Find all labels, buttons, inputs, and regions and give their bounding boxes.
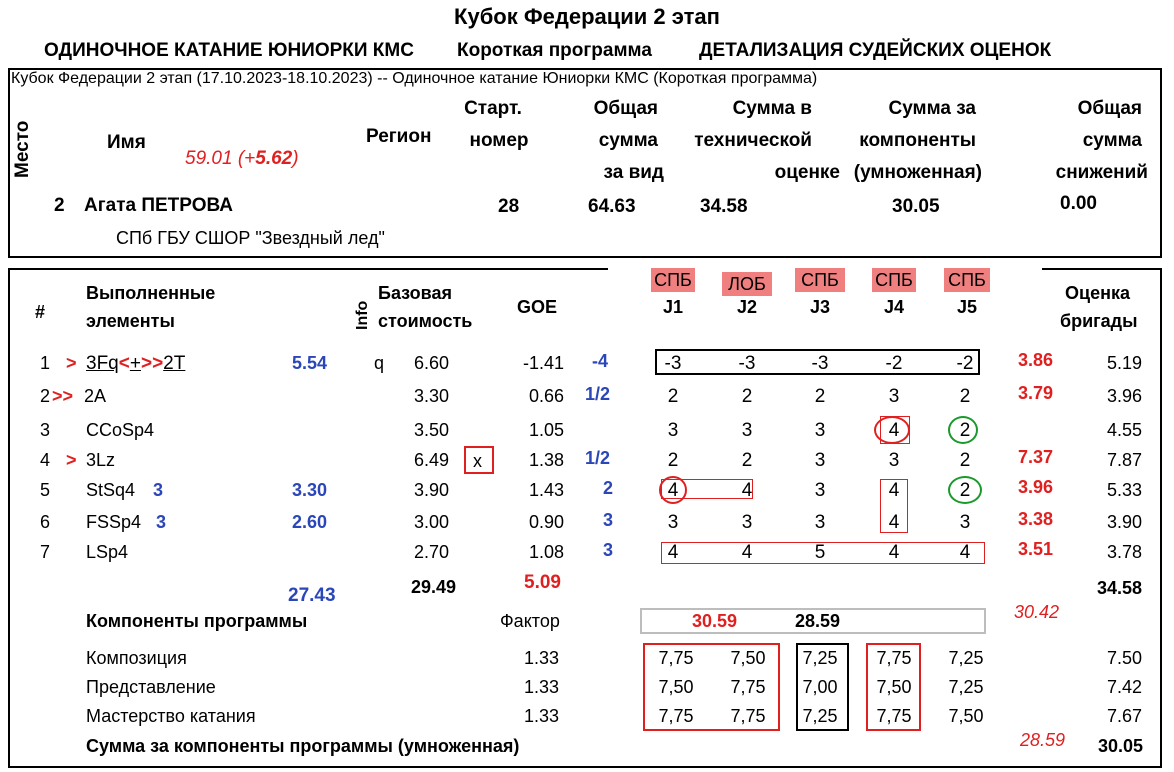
judge-mark: -3 [664,353,682,374]
components-title: Компоненты программы [86,611,308,631]
component-name: Представление [86,677,216,697]
row3-j5-green-circle [948,416,978,444]
element-name: CCoSp4 [86,420,155,440]
judge-mark: -2 [885,353,903,374]
judge-code: J2 [736,297,758,317]
skater-total-score: 64.63 [588,196,636,217]
element-goe: 0.90 [528,512,564,532]
element-marker: >> [52,386,74,406]
judge-mark: 2 [959,480,971,501]
element-goe: 1.08 [528,542,564,562]
components-sum-note: 28.59 [1020,730,1066,750]
element-panel-score: 5.19 [1107,353,1143,373]
judge-mark: 3 [814,480,826,501]
row5-j5-green-circle [948,476,982,504]
components-black-sum: 28.59 [795,611,841,631]
header-total-1: Общая [593,98,658,119]
element-panel-score: 7.87 [1107,450,1143,470]
judge-mark: 2 [814,386,826,407]
col-panel-2: бригады [1060,311,1138,331]
element-number: 1 [40,353,51,373]
judge-mark: 4 [888,542,900,563]
header-tes-3: оценке [774,162,840,183]
judge-code: J3 [809,297,831,317]
judge-code: J5 [956,297,978,317]
judge-region-badge: СПБ [872,268,916,292]
judge-mark: -2 [956,353,974,374]
components-factor-label: Фактор [500,611,560,631]
element-name: FSSp4 [86,512,142,532]
col-elements-1: Выполненные [86,283,216,303]
component-judge-mark: 7,75 [730,706,766,726]
element-red-value: 3.79 [1018,383,1054,403]
col-info: Info [354,300,371,330]
element-base-value: 2.70 [414,542,450,562]
skater-deductions: 0.00 [1060,193,1097,214]
element-red-value: 3.96 [1018,477,1054,497]
element-blue-value: 5.54 [292,353,328,373]
component-judge-mark: 7,75 [730,677,766,697]
element-number: 5 [40,480,51,500]
component-judge-mark: 7,00 [802,677,838,697]
element-base-value: 3.00 [414,512,450,532]
page-title: Кубок Федерации 2 этап [454,4,720,29]
judge-mark: 3 [741,512,753,533]
element-number: 6 [40,512,51,532]
components-sum: 30.05 [1098,736,1144,756]
element-goe-note: 1/2 [585,384,611,404]
skater-tes: 34.58 [700,196,748,217]
components-j4-red-box [866,643,921,731]
judge-mark: 3 [814,512,826,533]
components-j1j2-red-box [643,643,780,731]
judge-mark: 2 [959,386,971,407]
component-judge-mark: 7,50 [730,648,766,668]
segment-title: Короткая программа [457,40,652,61]
component-judge-mark: 7,25 [802,648,838,668]
col-elements-2: элементы [86,311,175,331]
element-number: 2 [40,386,51,406]
discipline-title: ОДИНОЧНОЕ КАТАНИЕ ЮНИОРКИ КМС [44,40,414,61]
table-border-top-left [8,268,608,270]
table-border-bottom [8,766,1162,768]
element-red-value: 3.38 [1018,509,1054,529]
row4-x-box [464,446,494,474]
table-border-top-right [1042,268,1162,270]
component-name: Композиция [86,648,187,668]
element-name: 3Lz [86,450,116,470]
row5-j1-red-circle [659,476,687,504]
header-ded-3: снижений [1055,162,1148,183]
judge-mark: 5 [814,542,826,563]
total-blue: 27.43 [288,585,336,606]
component-judge-mark: 7,75 [876,648,912,668]
component-factor: 1.33 [524,706,560,726]
component-judge-mark: 7,75 [658,706,694,726]
components-j3-black-box [796,643,849,731]
element-base-value: 6.49 [414,450,450,470]
table-border-right [1160,268,1162,768]
element-panel-score: 5.33 [1107,480,1143,500]
header-ded-2: сумма [1082,130,1142,151]
judge-mark: 2 [741,386,753,407]
judge-mark: 2 [667,386,679,407]
total-goe: 5.09 [524,572,561,593]
component-factor: 1.33 [524,677,560,697]
component-name: Мастерство катания [86,706,256,726]
element-panel-score: 3.90 [1107,512,1143,532]
report-title: ДЕТАЛИЗАЦИЯ СУДЕЙСКИХ ОЦЕНОК [699,40,1052,61]
element-goe-note: -4 [592,351,609,371]
element-name: StSq4 [86,480,136,500]
col-base-2: стоимость [378,311,473,331]
judge-mark: 2 [667,450,679,471]
header-pcs-3: (умноженная) [853,162,982,183]
header-tes-1: Сумма в [732,98,812,119]
component-judge-mark: 7,75 [876,706,912,726]
skater-name: Агата ПЕТРОВА [84,195,233,216]
header-total-2: сумма [598,130,658,151]
judge-mark: 2 [959,450,971,471]
judge-mark: 3 [667,420,679,441]
skater-pcs: 30.05 [892,196,940,217]
component-judge-mark: 7,25 [948,648,984,668]
header-tes-2: технической [694,130,812,151]
judge-code: J1 [662,297,684,317]
col-goe: GOE [517,297,558,317]
element-goe: 1.43 [528,480,564,500]
element-goe-note: 1/2 [585,448,611,468]
judge-region-badge: СПБ [795,268,845,292]
judge-mark: 3 [741,420,753,441]
judge-mark: -3 [738,353,756,374]
element-panel-score: 4.55 [1107,420,1143,440]
element-goe: -1.41 [522,353,564,373]
judge-region-badge: ЛОБ [722,272,772,296]
header-ded-1: Общая [1077,98,1142,119]
element-blue-value: 2.60 [292,512,328,532]
element-panel-score: 3.78 [1107,542,1143,562]
table-border-left [8,268,10,768]
element-blue-value: 3.30 [292,480,328,500]
judge-mark: 3 [814,450,826,471]
row7-judges-red-box [661,542,985,564]
element-base-value: 3.90 [414,480,450,500]
components-sum-label: Сумма за компоненты программы (умноженная) [86,736,520,756]
element-goe: 0.66 [528,386,564,406]
component-judge-mark: 7,50 [658,677,694,697]
judge-mark: 4 [741,542,753,563]
component-panel-score: 7.42 [1107,677,1143,697]
row5-6-j4-red-box [880,479,908,533]
row1-judges-box [655,349,980,375]
col-number: # [35,302,46,322]
component-factor: 1.33 [524,648,560,668]
judge-mark: 4 [667,542,679,563]
element-marker: > [66,450,77,470]
components-red-sum: 30.59 [692,611,738,631]
skater-place: 2 [54,195,65,216]
judge-mark: 4 [888,420,900,441]
col-base-1: Базовая [378,283,453,303]
judge-mark: 4 [888,480,900,501]
judge-mark: 3 [814,420,826,441]
judge-mark: 4 [741,480,753,501]
element-goe-note: 2 [603,478,614,498]
element-goe: 1.38 [528,450,564,470]
element-base-value: 6.60 [414,353,450,373]
element-goe-note: 3 [603,540,614,560]
header-pcs-2: компоненты [859,130,976,151]
judge-region-badge: СПБ [651,268,695,292]
element-goe-note: 3 [603,510,614,530]
component-judge-mark: 7,25 [802,706,838,726]
element-name: 2A [84,386,107,406]
score-note: 59.01 (+5.62) [185,148,299,169]
judge-mark: 2 [959,420,971,441]
components-red-note: 30.42 [1014,602,1060,622]
element-base-value: 3.30 [414,386,450,406]
element-x-flag: x [473,451,482,471]
element-name: LSp4 [86,542,129,562]
element-red-value: 7.37 [1018,447,1054,467]
header-place: Место [12,120,33,178]
header-start-2: номер [469,130,529,151]
total-base: 29.49 [411,577,457,597]
element-1-name: 3Fq<+>>2T [86,353,186,374]
element-info: q [374,353,385,373]
component-judge-mark: 7,50 [876,677,912,697]
judge-mark: 3 [959,512,971,533]
element-number: 4 [40,450,51,470]
element-red-value: 3.51 [1018,539,1054,559]
judge-mark: 3 [888,450,900,471]
element-level: 3 [156,512,167,532]
judge-mark: 3 [667,512,679,533]
judge-mark: 4 [959,542,971,563]
header-pcs-1: Сумма за [888,98,976,119]
row3-j4-red-box [880,416,910,444]
element-number: 7 [40,542,51,562]
judge-mark: 4 [888,512,900,533]
judge-code: J4 [883,297,905,317]
header-region: Регион [366,126,432,147]
element-panel-score: 3.96 [1107,386,1143,406]
total-panel: 34.58 [1097,578,1143,598]
judge-mark: -3 [811,353,829,374]
header-start-1: Старт. [464,98,522,119]
skater-club: СПб ГБУ СШОР "Звездный лед" [116,228,385,248]
skater-start-number: 28 [498,196,520,217]
event-line: Кубок Федерации 2 этап (17.10.2023-18.10.2023) -- Одиночное катание Юниорки КМС (Короткая программа) [11,70,818,87]
component-judge-mark: 7,50 [948,706,984,726]
element-marker: > [66,353,77,373]
element-red-value: 3.86 [1018,350,1054,370]
component-judge-mark: 7,75 [658,648,694,668]
element-goe: 1.05 [528,420,564,440]
judge-mark: 3 [888,386,900,407]
header-name: Имя [107,132,146,153]
element-level: 3 [153,480,164,500]
component-panel-score: 7.67 [1107,706,1143,726]
judge-region-badge: СПБ [944,268,990,292]
component-panel-score: 7.50 [1107,648,1143,668]
col-panel-1: Оценка [1065,283,1130,303]
header-total-3: за вид [603,162,664,183]
element-base-value: 3.50 [414,420,450,440]
judge-mark: 2 [741,450,753,471]
judge-mark: 4 [667,480,679,501]
component-judge-mark: 7,25 [948,677,984,697]
element-number: 3 [40,420,51,440]
